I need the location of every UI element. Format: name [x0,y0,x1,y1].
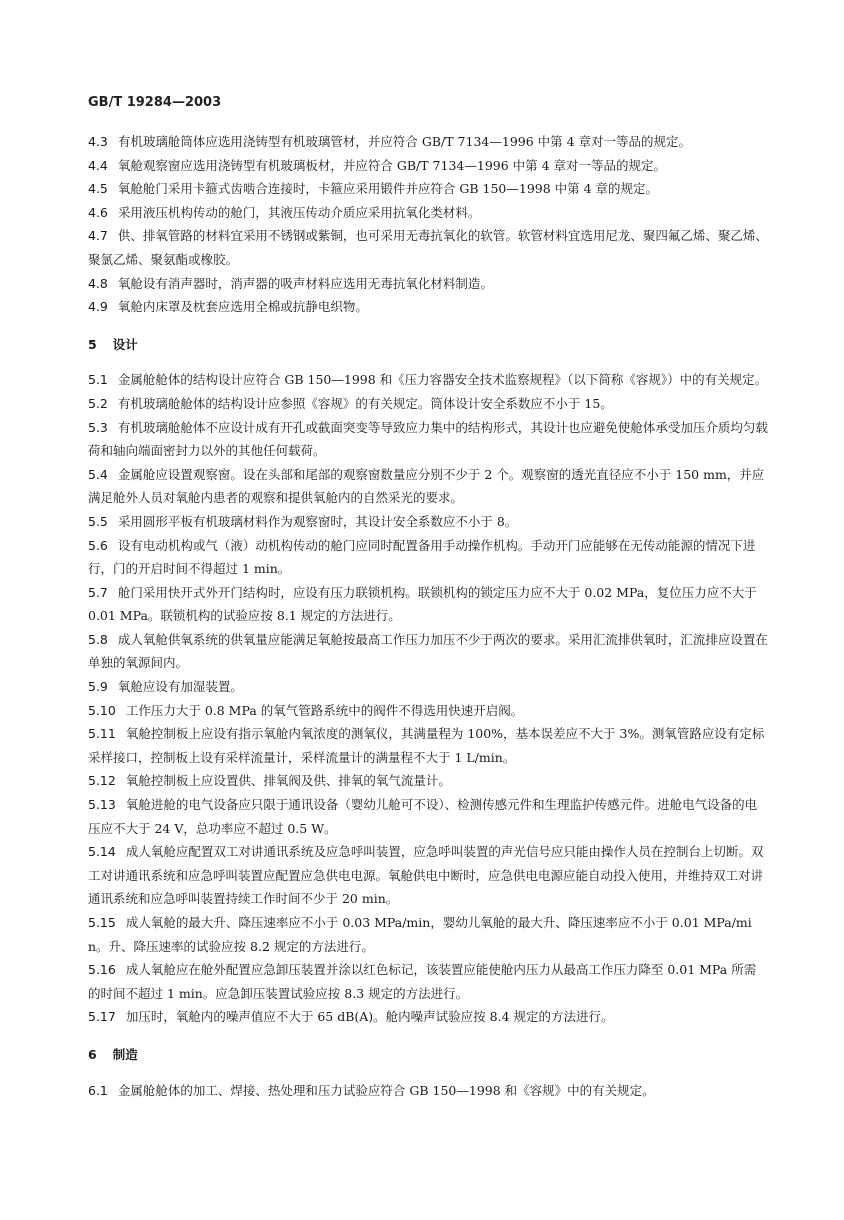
clause-paragraph [88,224,768,271]
clause-number: 6.1 [88,1082,108,1098]
clause-text: 金属舱应设置观察窗。设在头部和尾部的观察窗数量应分别不少于 2 个。观察窗的透光直径应不小于 150 mm，并应满足舱外人员对氧舱内患者的观察和提供氧舱内的自然采光的要求。 [88,466,765,506]
section-number: 5 [88,336,97,352]
clause-paragraph [88,1079,768,1103]
clause-text: 有机玻璃舱舱体的结构设计应参照《容规》的有关规定。筒体设计安全系数应不小于 15。 [117,395,613,411]
clause-number: 5.16 [88,962,116,978]
clause-paragraph [88,958,768,1005]
clause-text: 氧舱内床罩及枕套应选用全棉或抗静电织物。 [117,299,368,315]
clause-paragraph [88,699,768,723]
clause-text: 工作压力大于 0.8 MPa 的氧气管路系统中的阀件不得选用快速开启阀。 [125,702,524,718]
clause-number: 5.3 [88,419,108,435]
clause-number: 5.5 [88,513,108,529]
clause-number: 4.7 [88,228,108,244]
clause-number: 4.9 [88,299,108,315]
clause-paragraph [88,272,768,296]
clause-paragraph [88,463,768,510]
clause-number: 5.6 [88,537,108,553]
clause-text: 成人氧舱应在舱外配置应急卸压装置并涂以红色标记，该装置应能使舱内压力从最高工作压力降至 0.01 MPa 所需的时间不超过 1 min。应急卸压装置试验应按 8.3 规定的方法进行。 [88,962,757,1001]
document-body [88,130,768,1102]
standard-number: GB/T 19284—2003 [88,95,222,110]
clause-text: 氧舱应设有加湿装置。 [117,679,243,695]
clause-text: 采用液压机构传动的舱门，其液压传动介质应采用抗氧化类材料。 [117,204,481,220]
section-heading [88,1043,768,1067]
clause-paragraph [88,534,768,581]
clause-paragraph [88,368,768,392]
clause-paragraph [88,154,768,178]
section-title: 设计 [112,336,138,352]
clause-number: 4.8 [88,275,108,291]
clause-number: 5.2 [88,395,108,411]
clause-paragraph [88,581,768,628]
clause-number: 5.17 [88,1009,116,1025]
section-heading [88,333,768,357]
clause-text: 加压时，氧舱内的噪声值应不大于 65 dB(A)。舱内噪声试验应按 8.4 规定的方法进行。 [125,1009,614,1025]
clause-text: 供、排氧管路的材料宜采用不锈钢或紫铜，也可采用无毒抗氧化的软管。软管材料宜选用尼龙、聚四氟乙烯、聚乙烯、聚氯乙烯、聚氨酯或橡胶。 [88,228,768,267]
section-title: 制造 [112,1046,138,1062]
clause-text: 成人氧舱供氧系统的供氧量应能满足氧舱按最高工作压力加压不少于两次的要求。采用汇流排供氧时，汇流排应设置在单独的氧源间内。 [88,631,768,671]
clause-number: 5.12 [88,773,116,789]
clause-text: 氧舱进舱的电气设备应只限于通讯设备（婴幼儿舱可不设）、检测传感元件和生理监护传感元件。进舱电气设备的电压应不大于 24 V，总功率应不超过 0.5 W。 [88,797,758,836]
clause-text: 氧舱设有消声器时，消声器的吸声材料应选用无毒抗氧化材料制造。 [117,275,493,291]
clause-number: 4.5 [88,181,108,197]
clause-paragraph [88,793,768,840]
clause-number: 5.11 [88,726,116,742]
clause-number: 5.4 [88,466,108,482]
clause-text: 氧舱控制板上应设有指示氧舱内氧浓度的测氧仪，其满量程为 100%，基本误差应不大于 3%。测氧管路应设有定标采样接口，控制板上设有采样流量计，采样流量计的满量程不大于 1 L/min。 [88,726,765,765]
clause-number: 5.7 [88,584,108,600]
clause-number: 4.6 [88,204,108,220]
clause-text: 设有电动机构或气（液）动机构传动的舱门应同时配置备用手动操作机构。手动开门应能够在无传动能源的情况下进行，门的开启时间不得超过 1 min。 [88,537,756,577]
clause-text: 金属舱舱体的加工、焊接、热处理和压力试验应符合 GB 150—1998 和《容规》中的有关规定。 [117,1082,655,1098]
clause-paragraph [88,1005,768,1029]
clause-text: 氧舱舱门采用卡箍式齿啮合连接时，卡箍应采用锻件并应符合 GB 150—1998 中第 4 章的规定。 [117,181,659,197]
clause-paragraph [88,392,768,416]
clause-text: 氧舱观察窗应选用浇铸型有机玻璃板材，并应符合 GB/T 7134—1996 中第 4 章对一等品的规定。 [117,157,667,173]
clause-text: 舱门采用快开式外开门结构时，应设有压力联锁机构。联锁机构的锁定压力应不大于 0.02 MPa，复位压力应不大于 0.01 MPa。联锁机构的试验应按 8.1 规定的方法进行。 [88,584,757,624]
clause-text: 采用圆形平板有机玻璃材料作为观察窗时，其设计安全系数应不小于 8。 [117,513,518,529]
clause-number: 4.3 [88,134,108,149]
clause-number: 4.4 [88,157,108,173]
clause-text: 氧舱控制板上应设置供、排氧阀及供、排氧的氧气流量计。 [125,773,451,789]
section-number: 6 [88,1046,97,1062]
clause-paragraph [88,295,768,319]
clause-paragraph [88,769,768,793]
clause-paragraph [88,675,768,699]
clause-paragraph [88,628,768,675]
clause-number: 5.15 [88,915,116,930]
clause-number: 5.9 [88,679,108,695]
clause-paragraph [88,840,768,911]
clause-paragraph [88,911,768,958]
clause-text: 有机玻璃舱舱体不应设计成有开孔或截面突变等导致应力集中的结构形式，其设计也应避免使舱体承受加压介质均匀载荷和轴向端面密封力以外的其他任何载荷。 [88,419,768,459]
clause-paragraph [88,130,768,154]
clause-number: 5.10 [88,702,116,718]
clause-text: 金属舱舱体的结构设计应符合 GB 150—1998 和《压力容器安全技术监察规程》（以下简称《容规》）中的有关规定。 [117,372,768,388]
clause-number: 5.13 [88,797,116,813]
clause-paragraph [88,510,768,534]
clause-paragraph [88,722,768,769]
clause-number: 5.8 [88,631,108,647]
clause-paragraph [88,416,768,463]
clause-paragraph [88,201,768,225]
clause-text: 成人氧舱应配置双工对讲通讯系统及应急呼叫装置，应急呼叫装置的声光信号应只能由操作人员在控制台上切断。双工对讲通讯系统和应急呼叫装置应配置应急供电电源。氧舱供电中断时，应急供电电源应能自动投入使用，并维持双工对讲通讯系统和应急呼叫装置持续工作时间不少于 20 min。 [88,844,764,907]
clause-paragraph [88,177,768,201]
clause-text: 有机玻璃舱筒体应选用浇铸型有机玻璃管材，并应符合 GB/T 7134—1996 中第 4 章对一等品的规定。 [117,134,692,149]
clause-number: 5.14 [88,844,116,860]
clause-text: 成人氧舱的最大升、降压速率应不小于 0.03 MPa/min，婴幼儿氧舱的最大升、降压速率应不小于 0.01 MPa/min。升、降压速率的试验应按 8.2 规定的方法进行。 [88,915,752,954]
clause-number: 5.1 [88,372,108,388]
